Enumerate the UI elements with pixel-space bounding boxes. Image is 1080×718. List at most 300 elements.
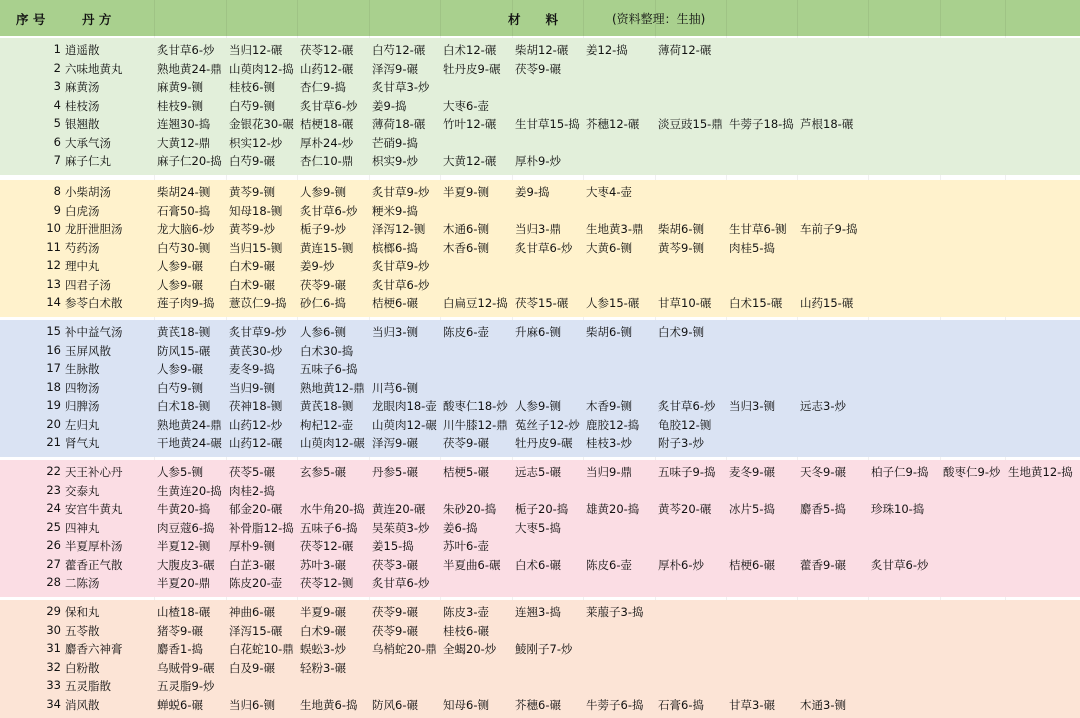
ingredient-cell: 黄连20-碾 xyxy=(372,502,426,516)
ingredient-cell: 珍珠10-捣 xyxy=(871,502,925,516)
ingredient-cell: 熟地黄24-鼎 xyxy=(157,61,222,76)
ingredient-cell: 鹿胶12-捣 xyxy=(586,417,640,432)
row-number: 30 xyxy=(46,622,61,637)
row-number: 21 xyxy=(46,435,61,449)
ingredient-cell: 白芷3-碾 xyxy=(229,557,275,572)
ingredient-cell: 陈皮6-壶 xyxy=(443,325,489,339)
ingredient-cell: 人参9-碾 xyxy=(157,277,203,292)
row-number: 24 xyxy=(46,501,61,515)
table-row xyxy=(0,536,1080,554)
ingredient-cell: 人参9-铡 xyxy=(515,399,561,413)
row-number: 13 xyxy=(46,276,61,291)
ingredient-cell: 竹叶12-碾 xyxy=(443,117,497,131)
table-row xyxy=(0,396,1080,414)
column-header-number: 序 号 xyxy=(16,12,46,27)
formula-name: 二陈汤 xyxy=(65,576,100,590)
ingredient-cell: 白芍9-铡 xyxy=(157,380,203,395)
ingredient-cell: 半夏20-鼎 xyxy=(157,576,211,590)
ingredient-cell: 陈皮3-壶 xyxy=(443,605,489,619)
ingredient-cell: 龟胶12-铡 xyxy=(658,417,712,432)
table-row xyxy=(0,151,1080,169)
ingredient-cell: 人参5-铡 xyxy=(157,465,203,479)
ingredient-cell: 半夏12-铡 xyxy=(157,539,211,553)
ingredient-cell: 炙甘草6-炒 xyxy=(300,203,358,218)
row-number: 12 xyxy=(46,258,61,272)
ingredient-cell: 桔梗18-碾 xyxy=(300,117,354,131)
ingredient-cell: 干地黄24-碾 xyxy=(157,436,222,450)
ingredient-cell: 牡丹皮9-碾 xyxy=(515,436,573,450)
ingredient-cell: 麦冬9-捣 xyxy=(229,362,275,376)
ingredient-cell: 炙甘草3-炒 xyxy=(372,80,430,94)
ingredient-cell: 升麻6-铡 xyxy=(515,325,561,339)
ingredient-cell: 肉桂2-捣 xyxy=(229,483,275,498)
ingredient-cell: 大枣5-捣 xyxy=(515,520,561,535)
ingredient-cell: 当归12-碾 xyxy=(229,43,283,57)
formula-name: 桂枝汤 xyxy=(65,98,100,113)
ingredient-cell: 龙眼肉18-壶 xyxy=(372,399,437,413)
ingredient-cell: 牡丹皮9-碾 xyxy=(443,61,501,76)
ingredient-cell: 炙甘草6-炒 xyxy=(658,399,716,413)
formula-name: 逍遥散 xyxy=(65,43,100,57)
ingredient-cell: 当归3-鼎 xyxy=(515,222,561,236)
table-row xyxy=(0,499,1080,517)
formula-name: 六味地黄丸 xyxy=(65,61,123,76)
row-number: 4 xyxy=(53,97,61,112)
ingredient-cell: 山药15-碾 xyxy=(800,296,854,310)
ingredient-cell: 炙甘草6-炒 xyxy=(300,98,358,113)
ingredient-cell: 白芍9-铡 xyxy=(229,98,275,113)
header-row xyxy=(0,0,1080,36)
ingredient-cell: 茯苓15-碾 xyxy=(515,296,569,310)
ingredient-cell: 白芍12-碾 xyxy=(372,43,426,57)
formula-name: 理中丸 xyxy=(65,259,100,273)
table-row xyxy=(0,133,1080,151)
ingredient-cell: 五味子6-捣 xyxy=(300,362,358,376)
ingredient-cell: 大腹皮3-碾 xyxy=(157,557,215,572)
table-row xyxy=(0,96,1080,114)
table-row xyxy=(0,59,1080,77)
ingredient-cell: 栀子9-炒 xyxy=(300,222,346,236)
ingredient-cell: 菟丝子12-炒 xyxy=(515,417,580,432)
table-row xyxy=(0,359,1080,377)
ingredient-cell: 生甘草6-铡 xyxy=(729,222,787,236)
formula-name: 补中益气汤 xyxy=(65,325,123,339)
ingredient-cell: 柴胡6-铡 xyxy=(658,222,704,236)
row-number: 26 xyxy=(46,538,61,552)
ingredient-cell: 郁金20-碾 xyxy=(229,502,283,516)
table-row xyxy=(0,201,1080,219)
ingredient-cell: 五味子9-捣 xyxy=(658,465,716,479)
formula-name: 麻子仁丸 xyxy=(65,154,111,168)
ingredient-cell: 桂枝9-铡 xyxy=(157,98,203,113)
ingredient-cell: 白术9-碾 xyxy=(229,259,275,273)
ingredient-cell: 酸枣仁9-炒 xyxy=(943,465,1001,479)
ingredient-cell: 当归3-铡 xyxy=(729,399,775,413)
ingredient-cell: 人参9-铡 xyxy=(300,185,346,199)
ingredient-cell: 人参9-碾 xyxy=(157,259,203,273)
formula-name: 白粉散 xyxy=(65,660,100,675)
ingredient-cell: 麦冬9-碾 xyxy=(729,465,775,479)
ingredient-cell: 炙甘草6-炒 xyxy=(515,240,573,255)
ingredient-cell: 乌梢蛇20-鼎 xyxy=(372,642,437,656)
ingredient-cell: 大黄12-碾 xyxy=(443,154,497,168)
ingredient-cell: 杏仁9-捣 xyxy=(300,80,346,94)
ingredient-cell: 藿香9-碾 xyxy=(800,557,846,572)
ingredient-cell: 茯苓9-碾 xyxy=(300,277,346,292)
ingredient-cell: 白芍30-铡 xyxy=(157,240,211,255)
formula-name: 四君子汤 xyxy=(65,277,111,292)
formula-name: 消风散 xyxy=(65,697,100,712)
row-number: 18 xyxy=(46,379,61,394)
ingredient-cell: 雄黄20-捣 xyxy=(586,502,640,516)
ingredient-cell: 白花蛇10-鼎 xyxy=(229,642,294,656)
ingredient-cell: 山萸肉12-碾 xyxy=(300,436,365,450)
row-number: 19 xyxy=(46,398,61,412)
ingredient-cell: 木通3-铡 xyxy=(800,697,846,712)
formula-name: 安宫牛黄丸 xyxy=(65,502,123,516)
formula-name: 保和丸 xyxy=(65,605,100,619)
ingredient-cell: 连翘3-捣 xyxy=(515,605,561,619)
header-note: (资料整理：生抽) xyxy=(612,12,706,26)
row-number: 23 xyxy=(46,482,61,497)
formula-name: 芍药汤 xyxy=(65,240,100,255)
ingredient-cell: 乌贼骨9-碾 xyxy=(157,660,215,675)
ingredient-cell: 枳实9-炒 xyxy=(372,154,418,168)
ingredient-cell: 生黄连20-捣 xyxy=(157,483,222,498)
ingredient-cell: 栀子20-捣 xyxy=(515,502,569,516)
ingredient-cell: 半夏曲6-碾 xyxy=(443,557,501,572)
ingredient-cell: 姜6-捣 xyxy=(443,520,478,535)
formula-name: 左归丸 xyxy=(65,417,100,432)
ingredient-cell: 麝香1-捣 xyxy=(157,642,203,656)
ingredient-cell: 黄芪18-铡 xyxy=(157,325,211,339)
ingredient-cell: 车前子9-捣 xyxy=(800,222,858,236)
ingredient-cell: 白及9-碾 xyxy=(229,660,275,675)
table-row xyxy=(0,555,1080,573)
ingredient-cell: 炙甘草6-炒 xyxy=(372,576,430,590)
row-number: 33 xyxy=(46,678,61,692)
table-row xyxy=(0,658,1080,676)
ingredient-cell: 淡豆豉15-鼎 xyxy=(658,117,723,131)
ingredient-cell: 山药12-碾 xyxy=(229,436,283,450)
ingredient-cell: 大黄6-铡 xyxy=(586,240,632,255)
formula-name: 四神丸 xyxy=(65,520,100,535)
ingredient-cell: 石膏6-捣 xyxy=(658,697,704,712)
formula-name: 五灵脂散 xyxy=(65,679,111,693)
formula-name: 归脾汤 xyxy=(65,399,100,413)
ingredient-cell: 丹参5-碾 xyxy=(372,465,418,479)
ingredient-cell: 麻黄9-铡 xyxy=(157,80,203,94)
table-row xyxy=(0,695,1080,713)
ingredient-cell: 甘草3-碾 xyxy=(729,697,775,712)
ingredient-cell: 木香9-铡 xyxy=(586,399,632,413)
formula-group xyxy=(0,38,1080,175)
ingredient-cell: 莲子肉9-捣 xyxy=(157,296,215,310)
row-number: 16 xyxy=(46,342,61,357)
ingredient-cell: 泽泻12-铡 xyxy=(372,222,426,236)
ingredient-cell: 木通6-铡 xyxy=(443,222,489,236)
formula-name: 参苓白术散 xyxy=(65,296,123,310)
ingredient-cell: 当归6-铡 xyxy=(229,697,275,712)
ingredient-cell: 枳实12-炒 xyxy=(229,135,283,150)
formula-name: 白虎汤 xyxy=(65,203,100,218)
ingredient-cell: 陈皮6-壶 xyxy=(586,557,632,572)
row-number: 31 xyxy=(46,641,61,655)
ingredient-cell: 天冬9-碾 xyxy=(800,465,846,479)
ingredient-cell: 黄芪30-炒 xyxy=(229,343,283,358)
table-row xyxy=(0,433,1080,451)
ingredient-cell: 牛蒡子18-捣 xyxy=(729,117,794,131)
ingredient-cell: 芥穗6-碾 xyxy=(515,697,561,712)
ingredient-cell: 粳米9-捣 xyxy=(372,203,418,218)
row-number: 7 xyxy=(53,153,61,167)
formula-name: 生脉散 xyxy=(65,362,100,376)
ingredient-cell: 芦根18-碾 xyxy=(800,117,854,131)
ingredient-cell: 黄连15-铡 xyxy=(300,240,354,255)
ingredient-cell: 炙甘草6-炒 xyxy=(871,557,929,572)
formula-name: 藿香正气散 xyxy=(65,557,123,572)
table-row xyxy=(0,639,1080,657)
ingredient-cell: 薄荷18-碾 xyxy=(372,117,426,131)
ingredient-cell: 麻子仁20-捣 xyxy=(157,154,222,168)
ingredient-cell: 朱砂20-捣 xyxy=(443,502,497,516)
table-row xyxy=(0,676,1080,694)
formula-name: 麻黄汤 xyxy=(65,80,100,94)
ingredient-cell: 熟地黄24-鼎 xyxy=(157,417,222,432)
ingredient-cell: 黄芩9-铡 xyxy=(229,185,275,199)
ingredient-cell: 茯神18-铡 xyxy=(229,399,283,413)
ingredient-cell: 白术6-碾 xyxy=(515,557,561,572)
ingredient-cell: 黄芩20-碾 xyxy=(658,502,712,516)
ingredient-cell: 姜15-捣 xyxy=(372,539,414,553)
row-number: 8 xyxy=(53,184,61,198)
table-row xyxy=(0,462,1080,480)
ingredient-cell: 防风15-碾 xyxy=(157,343,211,358)
ingredient-cell: 知母18-铡 xyxy=(229,203,283,218)
ingredient-cell: 肉豆蔻6-捣 xyxy=(157,520,215,535)
ingredient-cell: 泽泻9-碾 xyxy=(372,436,418,450)
table-row xyxy=(0,238,1080,256)
row-number: 11 xyxy=(46,239,61,254)
ingredient-cell: 牛黄20-捣 xyxy=(157,502,211,516)
ingredient-cell: 枸杞12-壶 xyxy=(300,417,354,432)
ingredient-cell: 防风6-碾 xyxy=(372,697,418,712)
ingredient-cell: 当归15-铡 xyxy=(229,240,283,255)
ingredient-cell: 姜12-捣 xyxy=(586,43,628,57)
row-number: 6 xyxy=(53,134,61,149)
ingredient-cell: 山药12-碾 xyxy=(300,61,354,76)
row-number: 34 xyxy=(46,696,61,711)
column-header-ingredients: 材 料 xyxy=(508,12,559,27)
formula-name: 肾气丸 xyxy=(65,436,100,450)
ingredient-cell: 木香6-铡 xyxy=(443,240,489,255)
ingredient-cell: 川牛膝12-鼎 xyxy=(443,417,508,432)
row-number: 27 xyxy=(46,556,61,571)
ingredient-cell: 砂仁6-捣 xyxy=(300,296,346,310)
table-row xyxy=(0,415,1080,433)
column-header-formula: 丹 方 xyxy=(82,12,112,27)
table-row xyxy=(0,77,1080,95)
row-number: 28 xyxy=(46,575,61,589)
ingredient-cell: 姜9-捣 xyxy=(372,98,407,113)
ingredient-cell: 茯苓9-碾 xyxy=(372,623,418,638)
ingredient-cell: 人参6-铡 xyxy=(300,325,346,339)
row-number: 3 xyxy=(53,79,61,93)
table-row xyxy=(0,256,1080,274)
table-row xyxy=(0,114,1080,132)
row-number: 5 xyxy=(53,116,61,130)
ingredient-cell: 薏苡仁9-捣 xyxy=(229,296,287,310)
ingredient-cell: 大枣4-壶 xyxy=(586,185,632,199)
ingredient-cell: 茯苓9-碾 xyxy=(443,436,489,450)
ingredient-cell: 山萸肉12-捣 xyxy=(229,61,294,76)
ingredient-cell: 远志5-碾 xyxy=(515,465,561,479)
ingredient-cell: 玄参5-碾 xyxy=(300,465,346,479)
row-number: 25 xyxy=(46,519,61,534)
formula-name: 交泰丸 xyxy=(65,483,100,498)
table-row xyxy=(0,219,1080,237)
ingredient-cell: 陈皮20-壶 xyxy=(229,576,283,590)
row-number: 32 xyxy=(46,659,61,674)
ingredient-cell: 当归9-鼎 xyxy=(586,465,632,479)
ingredient-cell: 桔梗6-碾 xyxy=(729,557,775,572)
formula-group xyxy=(0,180,1080,317)
row-number: 10 xyxy=(46,221,61,235)
row-number: 14 xyxy=(46,295,61,309)
table-row xyxy=(0,322,1080,340)
ingredient-cell: 黄芪18-铡 xyxy=(300,399,354,413)
ingredient-cell: 厚朴24-炒 xyxy=(300,135,354,150)
ingredient-cell: 生地黄6-捣 xyxy=(300,697,358,712)
table-row xyxy=(0,275,1080,293)
row-number: 29 xyxy=(46,604,61,618)
formula-name: 五苓散 xyxy=(65,623,100,638)
row-number: 2 xyxy=(53,60,61,75)
ingredient-cell: 当归9-铡 xyxy=(229,380,275,395)
ingredient-cell: 黄芩9-炒 xyxy=(229,222,275,236)
ingredient-cell: 川芎6-铡 xyxy=(372,380,418,395)
ingredient-cell: 芥穗12-碾 xyxy=(586,117,640,131)
ingredient-cell: 茯苓12-碾 xyxy=(300,43,354,57)
ingredient-cell: 柴胡24-铡 xyxy=(157,185,211,199)
ingredient-cell: 杏仁10-鼎 xyxy=(300,154,354,168)
ingredient-cell: 酸枣仁18-炒 xyxy=(443,399,508,413)
ingredient-cell: 白扁豆12-捣 xyxy=(443,296,508,310)
row-number: 1 xyxy=(53,42,61,56)
formula-name: 龙肝泄胆汤 xyxy=(65,222,123,236)
ingredient-cell: 茯苓12-铡 xyxy=(300,576,354,590)
ingredient-cell: 白术30-捣 xyxy=(300,343,354,358)
ingredient-cell: 大黄12-鼎 xyxy=(157,135,211,150)
ingredient-cell: 知母6-铡 xyxy=(443,697,489,712)
ingredient-cell: 牛蒡子6-捣 xyxy=(586,697,644,712)
ingredient-cell: 茯苓3-碾 xyxy=(372,557,418,572)
ingredient-cell: 桔梗5-碾 xyxy=(443,465,489,479)
formula-name: 大承气汤 xyxy=(65,135,111,150)
formula-name: 小柴胡汤 xyxy=(65,185,111,199)
ingredient-cell: 茯苓12-碾 xyxy=(300,539,354,553)
ingredient-cell: 桂枝6-铡 xyxy=(229,80,275,94)
ingredient-cell: 泽泻9-碾 xyxy=(372,61,418,76)
ingredient-cell: 茯苓9-碾 xyxy=(372,605,418,619)
table-row xyxy=(0,518,1080,536)
ingredient-cell: 山药12-炒 xyxy=(229,417,283,432)
table-row xyxy=(0,573,1080,591)
table-row xyxy=(0,40,1080,58)
ingredient-cell: 金银花30-碾 xyxy=(229,117,294,131)
row-number: 20 xyxy=(46,416,61,431)
table-row xyxy=(0,341,1080,359)
ingredient-cell: 白术9-碾 xyxy=(229,277,275,292)
ingredient-cell: 熟地黄12-鼎 xyxy=(300,380,365,395)
ingredient-cell: 炙甘草9-炒 xyxy=(372,185,430,199)
ingredient-cell: 补骨脂12-捣 xyxy=(229,520,294,535)
ingredient-cell: 五味子6-捣 xyxy=(300,520,358,535)
ingredient-cell: 白术12-碾 xyxy=(443,43,497,57)
ingredient-cell: 远志3-炒 xyxy=(800,399,846,413)
ingredient-cell: 水牛角20-捣 xyxy=(300,502,365,516)
ingredient-cell: 苏叶3-碾 xyxy=(300,557,346,572)
formula-name: 四物汤 xyxy=(65,380,100,395)
ingredient-cell: 生地黄3-鼎 xyxy=(586,222,644,236)
ingredient-cell: 厚朴6-炒 xyxy=(658,557,704,572)
ingredient-cell: 五灵脂9-炒 xyxy=(157,679,215,693)
row-number: 15 xyxy=(46,324,61,338)
ingredient-cell: 姜9-炒 xyxy=(300,259,335,273)
ingredient-cell: 姜9-捣 xyxy=(515,185,550,199)
ingredient-cell: 炙甘草6-炒 xyxy=(157,43,215,57)
table-row xyxy=(0,481,1080,499)
ingredient-cell: 大枣6-壶 xyxy=(443,98,489,113)
ingredient-cell: 苏叶6-壶 xyxy=(443,539,489,553)
ingredient-cell: 茯苓9-碾 xyxy=(515,61,561,76)
ingredient-cell: 薄荷12-碾 xyxy=(658,43,712,57)
row-number: 9 xyxy=(53,202,61,217)
ingredient-cell: 桂枝6-碾 xyxy=(443,623,489,638)
ingredient-cell: 龙大脑6-炒 xyxy=(157,222,215,236)
formula-name: 银翘散 xyxy=(65,117,100,131)
ingredient-cell: 柴胡12-碾 xyxy=(515,43,569,57)
ingredient-cell: 石膏50-捣 xyxy=(157,203,211,218)
ingredient-cell: 白术9-碾 xyxy=(300,623,346,638)
ingredient-cell: 炙甘草9-炒 xyxy=(229,325,287,339)
table-row xyxy=(0,378,1080,396)
ingredient-cell: 神曲6-碾 xyxy=(229,605,275,619)
ingredient-cell: 桂枝3-炒 xyxy=(586,436,632,450)
table-row xyxy=(0,621,1080,639)
ingredient-cell: 白术15-碾 xyxy=(729,296,783,310)
ingredient-cell: 蜈蚣3-炒 xyxy=(300,642,346,656)
ingredient-cell: 厚朴9-铡 xyxy=(229,539,275,553)
formula-group xyxy=(0,320,1080,457)
ingredient-cell: 半夏9-铡 xyxy=(443,185,489,199)
ingredient-cell: 附子3-炒 xyxy=(658,436,704,450)
ingredient-cell: 柏子仁9-捣 xyxy=(871,465,929,479)
ingredient-cell: 芒硝9-捣 xyxy=(372,135,418,150)
ingredient-cell: 全蝎20-炒 xyxy=(443,642,497,656)
table-row xyxy=(0,182,1080,200)
row-number: 22 xyxy=(46,464,61,478)
ingredient-cell: 炙甘草6-炒 xyxy=(372,277,430,292)
ingredient-cell: 蝉蜕6-碾 xyxy=(157,697,203,712)
table-row xyxy=(0,602,1080,620)
ingredient-cell: 鯪刚子7-炒 xyxy=(515,642,573,656)
ingredient-cell: 麝香5-捣 xyxy=(800,502,846,516)
ingredient-cell: 猪苓9-碾 xyxy=(157,623,203,638)
formula-name: 半夏厚朴汤 xyxy=(65,539,123,553)
ingredient-cell: 人参9-碾 xyxy=(157,362,203,376)
ingredient-cell: 半夏9-碾 xyxy=(300,605,346,619)
